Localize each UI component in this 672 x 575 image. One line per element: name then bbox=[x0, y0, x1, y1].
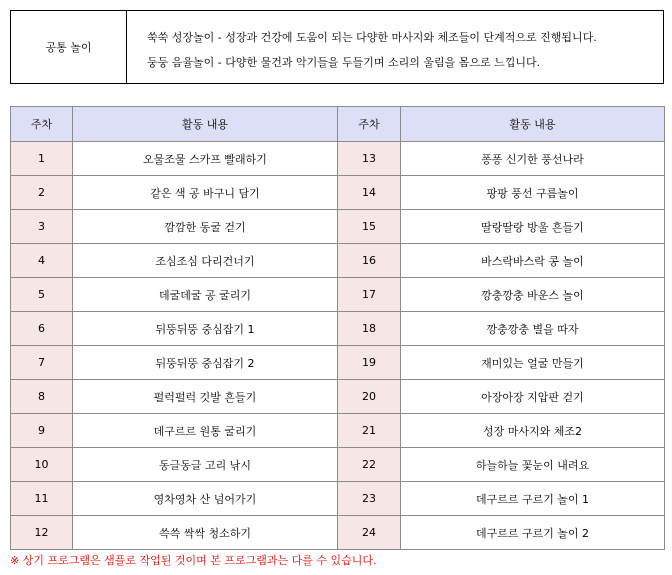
common-play-description bbox=[127, 11, 663, 83]
table-row bbox=[11, 516, 665, 550]
activity-cell: 재미있는 얼굴 만들기 bbox=[401, 346, 665, 380]
activity-cell: 깡충깡충 별을 따자 bbox=[401, 312, 665, 346]
table-row bbox=[11, 312, 665, 346]
activity-cell: 같은 색 공 바구니 담기 bbox=[73, 176, 338, 210]
table-row bbox=[11, 142, 665, 176]
activity-cell: 데굴데굴 공 굴리기 bbox=[73, 278, 338, 312]
table-header-row bbox=[11, 107, 665, 142]
activity-cell: 조심조심 다리건너기 bbox=[73, 244, 338, 278]
week-cell: 18 bbox=[338, 312, 401, 346]
activity-cell: 쓱쓱 싹싹 청소하기 bbox=[73, 516, 338, 550]
activity-cell: 하늘하늘 꽃눈이 내려요 bbox=[401, 448, 665, 482]
week-cell: 21 bbox=[338, 414, 401, 448]
week-cell: 6 bbox=[11, 312, 73, 346]
week-cell: 14 bbox=[338, 176, 401, 210]
table-row bbox=[11, 176, 665, 210]
week-cell: 2 bbox=[11, 176, 73, 210]
activity-cell: 깡충깡충 바운스 놀이 bbox=[401, 278, 665, 312]
activity-column-header: 활동 내용 bbox=[73, 107, 338, 142]
week-cell: 23 bbox=[338, 482, 401, 516]
week-cell: 16 bbox=[338, 244, 401, 278]
description-line: 쑥쑥 성장놀이 - 성장과 건강에 도움이 되는 다양한 마사지와 체조들이 단계적으로 진행됩니다. bbox=[147, 31, 597, 44]
common-play-label: 공통 놀이 bbox=[11, 11, 127, 83]
table-row bbox=[11, 210, 665, 244]
common-play-box bbox=[10, 10, 664, 84]
week-column-header: 주차 bbox=[338, 107, 401, 142]
activity-cell: 데구르르 구르기 놀이 1 bbox=[401, 482, 665, 516]
table-row bbox=[11, 482, 665, 516]
activity-cell: 바스락바스락 콩 놀이 bbox=[401, 244, 665, 278]
activity-cell: 오물조물 스카프 빨래하기 bbox=[73, 142, 338, 176]
table-row bbox=[11, 414, 665, 448]
table-row bbox=[11, 448, 665, 482]
table-row bbox=[11, 278, 665, 312]
activity-cell: 깜깜한 동굴 걷기 bbox=[73, 210, 338, 244]
activity-cell: 뒤뚱뒤뚱 중심잡기 2 bbox=[73, 346, 338, 380]
activity-cell: 뒤뚱뒤뚱 중심잡기 1 bbox=[73, 312, 338, 346]
week-cell: 22 bbox=[338, 448, 401, 482]
weekly-activity-table bbox=[10, 106, 665, 550]
week-cell: 15 bbox=[338, 210, 401, 244]
week-cell: 3 bbox=[11, 210, 73, 244]
week-cell: 10 bbox=[11, 448, 73, 482]
activity-cell: 퐁퐁 신기한 풍선나라 bbox=[401, 142, 665, 176]
activity-cell: 아장아장 지압판 걷기 bbox=[401, 380, 665, 414]
week-cell: 4 bbox=[11, 244, 73, 278]
table-row bbox=[11, 380, 665, 414]
week-cell: 19 bbox=[338, 346, 401, 380]
week-cell: 11 bbox=[11, 482, 73, 516]
activity-cell: 팡팡 풍선 구름놀이 bbox=[401, 176, 665, 210]
week-column-header: 주차 bbox=[11, 107, 73, 142]
disclaimer-note: ※ 상기 프로그램은 샘플로 작업된 것이며 본 프로그램과는 다를 수 있습니다. bbox=[10, 554, 377, 567]
table-row bbox=[11, 346, 665, 380]
week-cell: 1 bbox=[11, 142, 73, 176]
activity-cell: 데구르르 원통 굴리기 bbox=[73, 414, 338, 448]
week-cell: 8 bbox=[11, 380, 73, 414]
activity-column-header: 활동 내용 bbox=[401, 107, 665, 142]
week-cell: 9 bbox=[11, 414, 73, 448]
activity-cell: 딸랑딸랑 방울 흔들기 bbox=[401, 210, 665, 244]
activity-cell: 데구르르 구르기 놀이 2 bbox=[401, 516, 665, 550]
description-line: 둥둥 음율놀이 - 다양한 물건과 악기들을 두들기며 소리의 울림을 몸으로 느낍니다. bbox=[147, 56, 541, 69]
week-cell: 17 bbox=[338, 278, 401, 312]
table-row bbox=[11, 244, 665, 278]
week-cell: 24 bbox=[338, 516, 401, 550]
week-cell: 7 bbox=[11, 346, 73, 380]
week-cell: 13 bbox=[338, 142, 401, 176]
week-cell: 12 bbox=[11, 516, 73, 550]
activity-cell: 영차영차 산 넘어가기 bbox=[73, 482, 338, 516]
activity-cell: 성장 마사지와 체조2 bbox=[401, 414, 665, 448]
activity-cell: 동글동글 고리 낚시 bbox=[73, 448, 338, 482]
week-cell: 5 bbox=[11, 278, 73, 312]
week-cell: 20 bbox=[338, 380, 401, 414]
activity-cell: 펄럭펄럭 깃발 흔들기 bbox=[73, 380, 338, 414]
